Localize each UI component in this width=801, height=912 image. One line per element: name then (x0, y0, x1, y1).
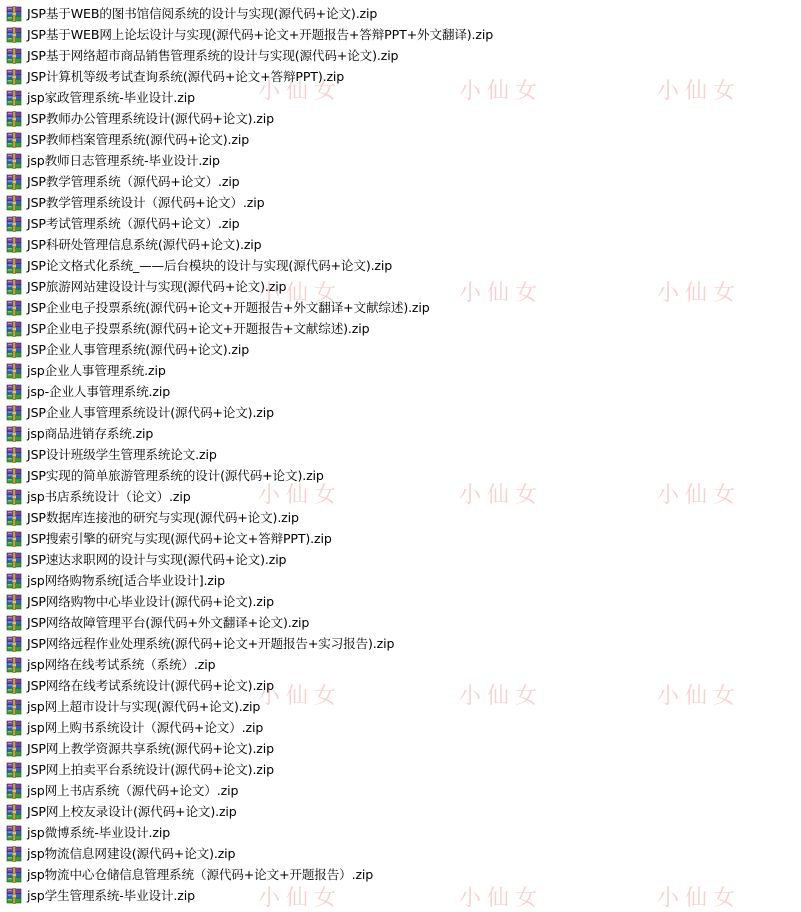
winrar-archive-icon (6, 216, 22, 232)
file-item[interactable] (6, 213, 796, 234)
file-item[interactable] (6, 507, 796, 528)
file-item[interactable] (6, 885, 796, 906)
file-name: JSP企业电子投票系统(源代码+论文+开题报告+外文翻译+文献综述).zip (27, 299, 430, 315)
file-name: jsp网上超市设计与实现(源代码+论文).zip (27, 698, 261, 714)
file-name: jsp-企业人事管理系统.zip (27, 383, 171, 399)
winrar-archive-icon (6, 678, 22, 694)
file-item[interactable] (6, 234, 796, 255)
file-item[interactable] (6, 759, 796, 780)
file-item[interactable] (6, 864, 796, 885)
file-name: JSP教学管理系统（源代码+论文）.zip (27, 173, 240, 189)
winrar-archive-icon (6, 90, 22, 106)
file-name: jsp网络购物系统[适合毕业设计].zip (27, 572, 225, 588)
file-item[interactable] (6, 87, 796, 108)
file-name: JSP企业人事管理系统(源代码+论文).zip (27, 341, 250, 357)
winrar-archive-icon (6, 6, 22, 22)
winrar-archive-icon (6, 573, 22, 589)
file-item[interactable] (6, 612, 796, 633)
watermark-text: 小仙女 (258, 281, 343, 306)
file-item[interactable] (6, 465, 796, 486)
winrar-archive-icon (6, 615, 22, 631)
file-item[interactable] (6, 591, 796, 612)
winrar-archive-icon (6, 762, 22, 778)
file-name: JSP网上教学资源共享系统(源代码+论文).zip (27, 740, 274, 756)
winrar-archive-icon (6, 888, 22, 904)
file-name: jsp商品进销存系统.zip (27, 425, 154, 441)
winrar-archive-icon (6, 48, 22, 64)
file-name: jsp家政管理系统-毕业设计.zip (27, 89, 195, 105)
winrar-archive-icon (6, 426, 22, 442)
file-name: JSP基于WEB网上论坛设计与实现(源代码+论文+开题报告+答辩PPT+外文翻译).zip (27, 26, 494, 42)
winrar-archive-icon (6, 489, 22, 505)
file-item[interactable] (6, 3, 796, 24)
watermark-text: 小仙女 (459, 79, 544, 104)
watermark-text: 小仙女 (258, 79, 343, 104)
winrar-archive-icon (6, 237, 22, 253)
winrar-archive-icon (6, 69, 22, 85)
winrar-archive-icon (6, 468, 22, 484)
file-name: JSP网络远程作业处理系统(源代码+论文+开题报告+实习报告).zip (27, 635, 395, 651)
file-name: JSP实现的简单旅游管理系统的设计(源代码+论文).zip (27, 467, 324, 483)
watermark-text: 小仙女 (258, 886, 343, 911)
winrar-archive-icon (6, 27, 22, 43)
file-item[interactable] (6, 822, 796, 843)
file-item[interactable] (6, 633, 796, 654)
file-name: JSP教师档案管理系统(源代码+论文).zip (27, 131, 250, 147)
file-item[interactable] (6, 171, 796, 192)
winrar-archive-icon (6, 510, 22, 526)
winrar-archive-icon (6, 195, 22, 211)
winrar-archive-icon (6, 258, 22, 274)
file-item[interactable] (6, 843, 796, 864)
winrar-archive-icon (6, 300, 22, 316)
winrar-archive-icon (6, 174, 22, 190)
winrar-archive-icon (6, 867, 22, 883)
file-item[interactable] (6, 318, 796, 339)
file-item[interactable] (6, 528, 796, 549)
watermark-text: 小仙女 (657, 684, 742, 709)
file-name: JSP论文格式化系统_——后台模块的设计与实现(源代码+论文).zip (27, 257, 393, 273)
winrar-archive-icon (6, 741, 22, 757)
file-item[interactable] (6, 24, 796, 45)
winrar-archive-icon (6, 132, 22, 148)
file-name: JSP速达求职网的设计与实现(源代码+论文).zip (27, 551, 287, 567)
winrar-archive-icon (6, 783, 22, 799)
winrar-archive-icon (6, 699, 22, 715)
file-item[interactable] (6, 276, 796, 297)
watermark-text: 小仙女 (657, 886, 742, 911)
file-name: JSP网络故障管理平台(源代码+外文翻译+论文).zip (27, 614, 310, 630)
file-name: JSP设计班级学生管理系统论文.zip (27, 446, 217, 462)
file-name: JSP教学管理系统设计（源代码+论文）.zip (27, 194, 265, 210)
file-item[interactable] (6, 549, 796, 570)
file-item[interactable] (6, 360, 796, 381)
winrar-archive-icon (6, 720, 22, 736)
file-item[interactable] (6, 780, 796, 801)
file-item[interactable] (6, 129, 796, 150)
file-name: jsp网络在线考试系统（系统）.zip (27, 656, 216, 672)
file-item[interactable] (6, 444, 796, 465)
winrar-archive-icon (6, 111, 22, 127)
file-name: JSP网络购物中心毕业设计(源代码+论文).zip (27, 593, 274, 609)
watermark-text: 小仙女 (459, 684, 544, 709)
file-name: JSP搜索引擎的研究与实现(源代码+论文+答辩PPT).zip (27, 530, 332, 546)
file-item[interactable] (6, 108, 796, 129)
file-item[interactable] (6, 339, 796, 360)
watermark-text: 小仙女 (459, 483, 544, 508)
file-item[interactable] (6, 696, 796, 717)
file-name: jsp微博系统-毕业设计.zip (27, 824, 171, 840)
winrar-archive-icon (6, 552, 22, 568)
file-name: JSP基于WEB的图书馆信阅系统的设计与实现(源代码+论文).zip (27, 5, 378, 21)
file-item[interactable] (6, 381, 796, 402)
file-name: JSP企业电子投票系统(源代码+论文+开题报告+文献综述).zip (27, 320, 370, 336)
file-name: JSP科研处管理信息系统(源代码+论文).zip (27, 236, 262, 252)
watermark-text: 小仙女 (459, 281, 544, 306)
file-item[interactable] (6, 297, 796, 318)
winrar-archive-icon (6, 405, 22, 421)
file-name: JSP考试管理系统（源代码+论文）.zip (27, 215, 240, 231)
file-item[interactable] (6, 402, 796, 423)
file-item[interactable] (6, 45, 796, 66)
file-name: jsp教师日志管理系统-毕业设计.zip (27, 152, 220, 168)
file-item[interactable] (6, 675, 796, 696)
winrar-archive-icon (6, 363, 22, 379)
file-item[interactable] (6, 654, 796, 675)
file-name: jsp网上书店系统（源代码+论文）.zip (27, 782, 239, 798)
watermark-text: 小仙女 (657, 281, 742, 306)
file-name: JSP网上拍卖平台系统设计(源代码+论文).zip (27, 761, 274, 777)
file-name: jsp书店系统设计（论文）.zip (27, 488, 191, 504)
winrar-archive-icon (6, 384, 22, 400)
file-item[interactable] (6, 717, 796, 738)
winrar-archive-icon (6, 825, 22, 841)
winrar-archive-icon (6, 804, 22, 820)
winrar-archive-icon (6, 594, 22, 610)
file-list (6, 3, 796, 906)
file-item[interactable] (6, 66, 796, 87)
winrar-archive-icon (6, 531, 22, 547)
watermark-text: 小仙女 (258, 684, 343, 709)
file-name: jsp企业人事管理系统.zip (27, 362, 166, 378)
file-item[interactable] (6, 801, 796, 822)
file-name: jsp网上购书系统设计（源代码+论文）.zip (27, 719, 264, 735)
watermark-text: 小仙女 (657, 79, 742, 104)
file-item[interactable] (6, 255, 796, 276)
winrar-archive-icon (6, 657, 22, 673)
winrar-archive-icon (6, 636, 22, 652)
winrar-archive-icon (6, 321, 22, 337)
file-name: jsp物流中心仓储信息管理系统（源代码+论文+开题报告）.zip (27, 866, 374, 882)
winrar-archive-icon (6, 846, 22, 862)
file-item[interactable] (6, 192, 796, 213)
winrar-archive-icon (6, 342, 22, 358)
file-name: JSP教师办公管理系统设计(源代码+论文).zip (27, 110, 274, 126)
watermark-text: 小仙女 (459, 886, 544, 911)
file-item[interactable] (6, 423, 796, 444)
file-name: JSP计算机等级考试查询系统(源代码+论文+答辩PPT).zip (27, 68, 345, 84)
winrar-archive-icon (6, 279, 22, 295)
winrar-archive-icon (6, 447, 22, 463)
file-name: JSP旅游网站建设设计与实现(源代码+论文).zip (27, 278, 287, 294)
file-name: jsp物流信息网建设(源代码+论文).zip (27, 845, 236, 861)
file-name: JSP企业人事管理系统设计(源代码+论文).zip (27, 404, 274, 420)
file-item[interactable] (6, 150, 796, 171)
watermark-text: 小仙女 (258, 483, 343, 508)
winrar-archive-icon (6, 153, 22, 169)
file-name: jsp学生管理系统-毕业设计.zip (27, 887, 195, 903)
file-name: JSP基于网络超市商品销售管理系统的设计与实现(源代码+论文).zip (27, 47, 399, 63)
file-item[interactable] (6, 738, 796, 759)
file-name: JSP网络在线考试系统设计(源代码+论文).zip (27, 677, 274, 693)
file-item[interactable] (6, 570, 796, 591)
watermark-text: 小仙女 (657, 483, 742, 508)
file-name: JSP网上校友录设计(源代码+论文).zip (27, 803, 237, 819)
file-item[interactable] (6, 486, 796, 507)
file-name: JSP数据库连接池的研究与实现(源代码+论文).zip (27, 509, 299, 525)
